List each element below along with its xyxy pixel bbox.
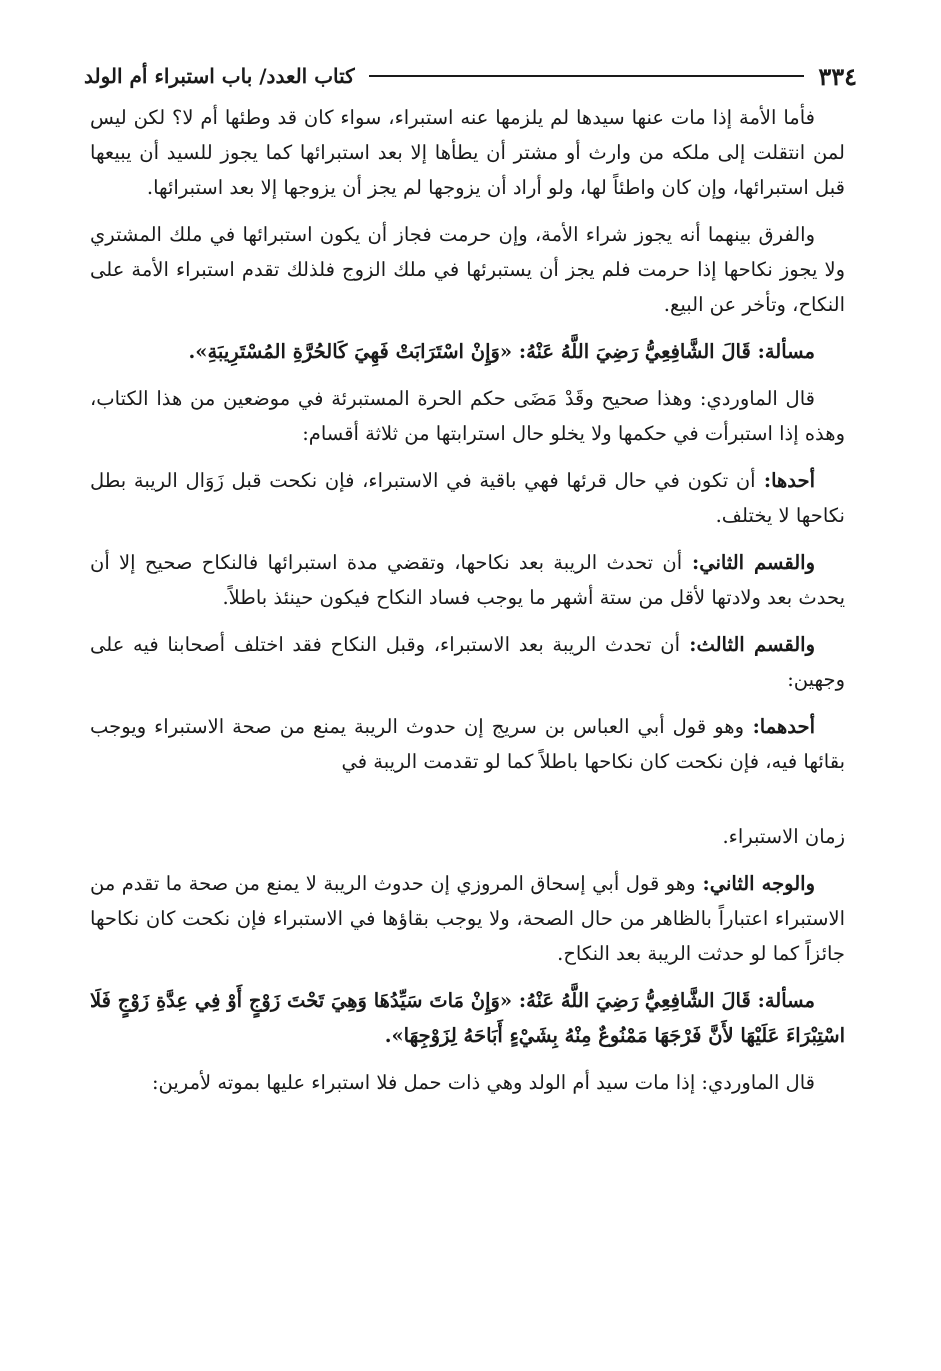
paragraph	[90, 381, 845, 451]
line-gap	[90, 791, 845, 819]
paragraph	[90, 709, 845, 779]
paragraph-text: قال الماوردي: إذا مات سيد أم الولد وهي ذات حمل فلا استبراء عليها بموته لأمرين:	[151, 1071, 815, 1094]
paragraph	[90, 866, 845, 971]
paragraph	[90, 627, 845, 697]
shafii-quote: قَالَ الشَّافِعِيُّ رَضِيَ اللَّهُ عَنْهُ: «وَإِنْ مَاتَ سَيِّدُهَا وَهِيَ تَحْتَ زَوْجٍ أَوْ فِي عِدَّةِ زَوْجٍ فَلَا اسْتِبْرَاءَ عَلَيْهَا لأَنَّ فَرْجَهَا مَمْنُوعٌ مِنْهُ بِشَيْءٍ أَبَاحَهُ لِزَوْجِهَا».	[90, 989, 845, 1047]
paragraph-text: وهو قول أبي العباس بن سريج إن حدوث الريبة يمنع من صحة الاستبراء ويوجب بقائها فيه، فإن نكحت كان نكاحها باطلاً كما لو تقدمت الريبة في	[90, 715, 845, 773]
paragraph-text: أن تكون في حال قرئها فهي باقية في الاستبراء، فإن نكحت قبل زَوَال الريبة بطل نكاحها لا يختلف.	[90, 469, 845, 527]
paragraph-lead: مسألة:	[750, 989, 815, 1012]
masala-paragraph	[90, 334, 845, 369]
running-title: كتاب العدد/ باب استبراء أم الولد	[84, 64, 355, 88]
paragraph-text: أن تحدث الريبة بعد الاستبراء، وقبل النكاح فقد اختلف أصحابنا فيه على وجهين:	[90, 633, 845, 691]
paragraph-lead: أحدهما:	[743, 715, 815, 738]
masala-paragraph	[90, 983, 845, 1053]
paragraph	[90, 545, 845, 615]
paragraph-lead: أحدها:	[755, 469, 816, 492]
paragraph-text: قال الماوردي: وهذا صحيح وقَدْ مَضَى حكم الحرة المستبرئة في موضعين من هذا الكتاب، وهذه إذا استبرأت في حكمها ولا يخلو حال استرابتها من ثلاثة أقسام:	[90, 387, 845, 445]
paragraph-lead: والقسم الثالث:	[680, 633, 815, 656]
paragraph-text: أن تحدث الريبة بعد نكاحها، وتقضي مدة استبرائها فالنكاح صحيح إلا أن يحدث بعد ولادتها لأقل من ستة أشهر ما يوجب فساد النكاح فيكون حينئذ باطلاً.	[90, 551, 845, 609]
paragraph-lead: والوجه الثاني:	[695, 872, 815, 895]
header-rule	[369, 75, 805, 77]
paragraph	[90, 217, 845, 322]
paragraph	[90, 819, 845, 854]
page-number: ٣٣٤	[818, 61, 857, 91]
paragraph-lead: مسألة:	[750, 340, 815, 363]
paragraph-text: زمان الاستبراء.	[722, 825, 845, 848]
paragraph-text: وهو قول أبي إسحاق المروزي إن حدوث الريبة لا يمنع من صحة ما تقدم من الاستبراء اعتباراً بالظاهر من حال الصحة، ولا يوجب بقاؤها في الاستبراء فإن نكحت كان نكاحها جائزاً كما لو حدثت الريبة بعد النكاح.	[90, 872, 845, 965]
paragraph	[90, 1065, 845, 1100]
paragraph-text: والفرق بينهما أنه يجوز شراء الأمة، وإن حرمت فجاز أن يكون استبرائها في ملك المشتري ولا يجوز نكاحها إذا حرمت فلم يجز أن يستبرئها في ملك الزوج فلذلك تقدم استبراء الأمة على النكاح، وتأخر عن البيع.	[90, 223, 845, 316]
paragraph	[90, 463, 845, 533]
paragraph	[90, 100, 845, 205]
page-body	[90, 100, 845, 1112]
paragraph-lead: والقسم الثاني:	[682, 551, 815, 574]
shafii-quote: قَالَ الشَّافِعِيُّ رَضِيَ اللَّهُ عَنْهُ: «وَإِنْ اسْتَرَابَتْ فَهِيَ كَالحُرَّةِ المُسْتَرِيبَةِ».	[188, 340, 751, 363]
page-header	[84, 56, 857, 96]
paragraph-text: فأما الأمة إذا مات عنها سيدها لم يلزمها عنه استبراء، سواء كان قد وطئها أم لا؟ لكن ليس لمن انتقلت إلى ملكه من وارث أو مشتر أن يطأها إلا بعد استبرائها كما يجوز للسيد أن يبيعها قبل استبرائها، وإن كان واطئاً لها، ولو أراد أن يزوجها لم يجز أن يزوجها إلا بعد استبرائها.	[90, 106, 845, 199]
